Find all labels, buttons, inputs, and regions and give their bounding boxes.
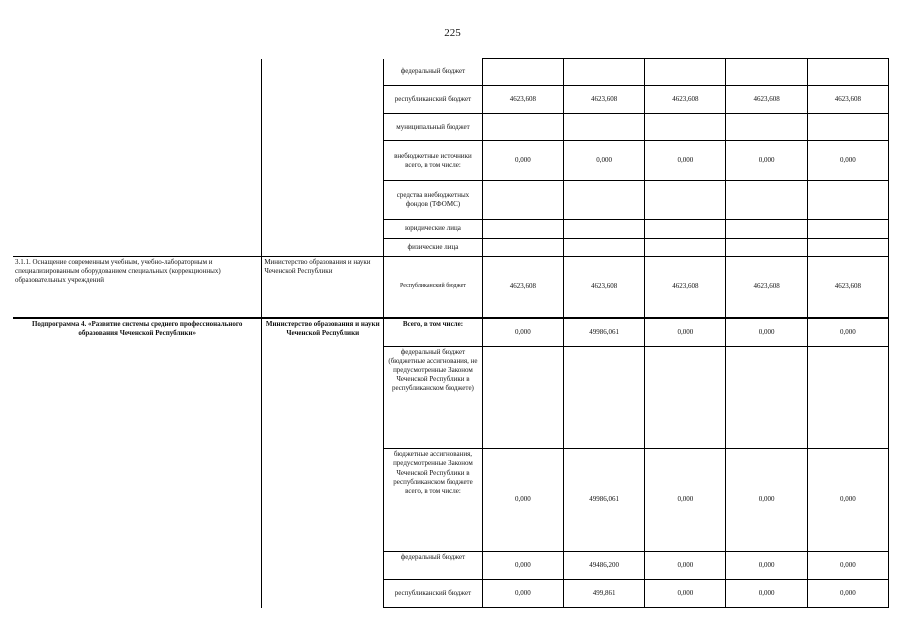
value-cell: 0,000 bbox=[726, 141, 807, 181]
value-cell bbox=[563, 59, 644, 86]
subprogram-name-cell: Подпрограмма 4. «Развитие системы среднего профессионального образования Чеченской Республики» bbox=[13, 318, 262, 607]
source-cell: муниципальный бюджет bbox=[384, 114, 483, 141]
value-cell: 0,000 bbox=[726, 579, 807, 607]
value-cell: 49986,061 bbox=[563, 449, 644, 551]
value-cell bbox=[807, 114, 888, 141]
source-cell: юридические лица bbox=[384, 219, 483, 238]
table-row bbox=[13, 318, 889, 346]
value-cell: 4623,608 bbox=[563, 86, 644, 114]
value-cell: 0,000 bbox=[482, 449, 563, 551]
value-cell: 0,000 bbox=[807, 449, 888, 551]
value-cell: 0,000 bbox=[807, 551, 888, 579]
value-cell bbox=[563, 114, 644, 141]
table-row bbox=[13, 59, 889, 86]
value-cell bbox=[807, 219, 888, 238]
value-cell: 0,000 bbox=[482, 579, 563, 607]
source-cell: федеральный бюджет (бюджетные ассигнования, не предусмотренные Законом Чеченской Республики в республиканском бюджете) bbox=[384, 346, 483, 448]
source-cell: республиканский бюджет bbox=[384, 86, 483, 114]
value-cell bbox=[726, 219, 807, 238]
value-cell bbox=[482, 219, 563, 238]
value-cell: 49986,061 bbox=[563, 318, 644, 346]
budget-table bbox=[13, 58, 889, 608]
value-cell bbox=[482, 181, 563, 219]
value-cell: 0,000 bbox=[645, 318, 726, 346]
page-number: 225 bbox=[444, 27, 461, 39]
value-cell: 4623,608 bbox=[563, 256, 644, 318]
table-row bbox=[13, 256, 889, 318]
value-cell: 0,000 bbox=[807, 579, 888, 607]
value-cell bbox=[645, 59, 726, 86]
value-cell: 4623,608 bbox=[726, 256, 807, 318]
value-cell bbox=[726, 114, 807, 141]
source-cell: бюджетные ассигнования, предусмотренные Законом Чеченской Республики в республиканском бюджете всего, в том числе: bbox=[384, 449, 483, 551]
value-cell bbox=[726, 238, 807, 256]
value-cell: 499,861 bbox=[563, 579, 644, 607]
value-cell bbox=[807, 181, 888, 219]
value-cell bbox=[563, 181, 644, 219]
value-cell bbox=[726, 181, 807, 219]
source-cell: Республиканский бюджет bbox=[384, 256, 483, 318]
value-cell: 0,000 bbox=[807, 141, 888, 181]
value-cell bbox=[645, 181, 726, 219]
value-cell: 0,000 bbox=[645, 449, 726, 551]
value-cell: 4623,608 bbox=[645, 256, 726, 318]
value-cell bbox=[807, 346, 888, 448]
value-cell: 4623,608 bbox=[482, 86, 563, 114]
executor-cell: Министерство образования и науки Чеченской Республики bbox=[262, 256, 384, 318]
subprogram-executor-cell: Министерство образования и науки Чеченской Республики bbox=[262, 318, 384, 607]
value-cell bbox=[807, 238, 888, 256]
source-cell: внебюджетные источники всего, в том числе: bbox=[384, 141, 483, 181]
value-cell bbox=[726, 346, 807, 448]
value-cell bbox=[563, 238, 644, 256]
value-cell: 0,000 bbox=[482, 551, 563, 579]
value-cell bbox=[482, 114, 563, 141]
source-cell: федеральный бюджет bbox=[384, 551, 483, 579]
value-cell: 0,000 bbox=[726, 551, 807, 579]
value-cell: 4623,608 bbox=[482, 256, 563, 318]
value-cell: 4623,608 bbox=[726, 86, 807, 114]
value-cell bbox=[726, 59, 807, 86]
value-cell: 0,000 bbox=[563, 141, 644, 181]
value-cell bbox=[645, 114, 726, 141]
source-cell: средства внебюджетных фондов (ТФОМС) bbox=[384, 181, 483, 219]
source-cell: физические лица bbox=[384, 238, 483, 256]
value-cell: 49486,200 bbox=[563, 551, 644, 579]
value-cell: 0,000 bbox=[645, 579, 726, 607]
measure-name-cell: 3.1.1. Оснащение современным учебным, учебно-лабораторным и специализированным оборудованием специальных (коррекционных) образовательных учреждений bbox=[13, 256, 262, 318]
value-cell: 0,000 bbox=[645, 551, 726, 579]
source-cell: федеральный бюджет bbox=[384, 59, 483, 86]
value-cell: 0,000 bbox=[726, 449, 807, 551]
value-cell: 0,000 bbox=[726, 318, 807, 346]
value-cell: 0,000 bbox=[482, 141, 563, 181]
source-cell: Всего, в том числе: bbox=[384, 318, 483, 346]
value-cell bbox=[482, 238, 563, 256]
value-cell bbox=[645, 219, 726, 238]
value-cell bbox=[482, 346, 563, 448]
value-cell: 0,000 bbox=[482, 318, 563, 346]
value-cell: 4623,608 bbox=[807, 86, 888, 114]
value-cell bbox=[482, 59, 563, 86]
source-cell: республиканский бюджет bbox=[384, 579, 483, 607]
value-cell: 0,000 bbox=[645, 141, 726, 181]
continued-name-cell bbox=[13, 59, 262, 257]
continued-executor-cell bbox=[262, 59, 384, 257]
value-cell bbox=[807, 59, 888, 86]
value-cell bbox=[563, 219, 644, 238]
value-cell: 4623,608 bbox=[645, 86, 726, 114]
value-cell: 0,000 bbox=[807, 318, 888, 346]
value-cell bbox=[645, 238, 726, 256]
value-cell bbox=[563, 346, 644, 448]
value-cell bbox=[645, 346, 726, 448]
value-cell: 4623,608 bbox=[807, 256, 888, 318]
